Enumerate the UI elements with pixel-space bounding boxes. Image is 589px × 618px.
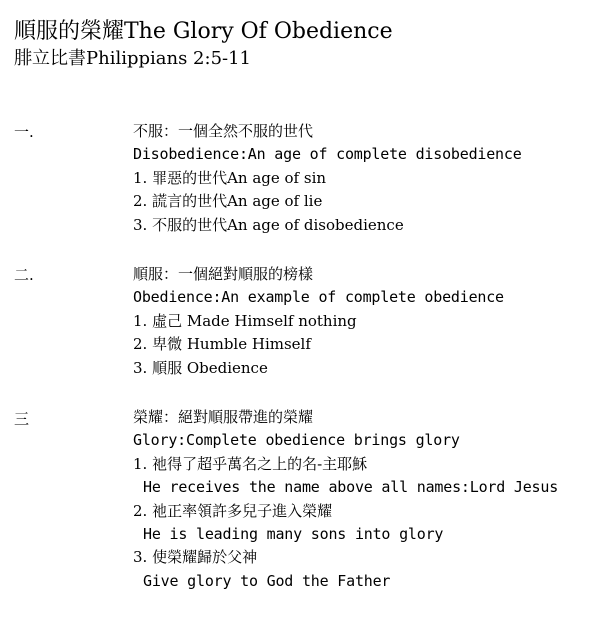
list-item: 3. 順服 Obedience bbox=[133, 358, 268, 377]
section-number: 二. bbox=[14, 266, 34, 284]
list-item: 1. 虛己 Made Himself nothing bbox=[133, 311, 357, 330]
document-title: 順服的榮耀The Glory Of Obedience bbox=[14, 19, 393, 44]
list-item: 2. 謊言的世代An age of lie bbox=[133, 192, 323, 211]
list-item-translation: Give glory to God the Father bbox=[143, 571, 391, 590]
section-heading-cn: 不服：一個全然不服的世代 bbox=[133, 122, 314, 140]
section-heading-cn: 順服：一個絕對順服的榜樣 bbox=[133, 265, 314, 283]
list-item: 2. 卑微 Humble Himself bbox=[133, 335, 311, 354]
section-glory bbox=[133, 406, 589, 593]
list-item: 1. 罪惡的世代An age of sin bbox=[133, 168, 327, 187]
list-item-translation: He is leading many sons into glory bbox=[143, 525, 444, 544]
section-heading-cn: 榮耀：絕對順服帶進的榮耀 bbox=[133, 408, 314, 426]
section-heading-en: Glory:Complete obedience brings glory bbox=[133, 431, 460, 450]
list-item: 3. 使榮耀歸於父神 bbox=[133, 548, 258, 567]
list-item: 3. 不服的世代An age of disobedience bbox=[133, 215, 404, 234]
section-number: 一. bbox=[14, 123, 34, 141]
section-heading-en: Disobedience:An age of complete disobedience bbox=[133, 145, 522, 164]
section-disobedience bbox=[133, 120, 589, 237]
list-item-translation: He receives the name above all names:Lord Jesus bbox=[143, 478, 559, 497]
section-obedience bbox=[133, 263, 589, 380]
list-item: 1. 祂得了超乎萬名之上的名-主耶穌 bbox=[133, 454, 368, 473]
scripture-reference: 腓立比書Philippians 2:5-11 bbox=[14, 48, 252, 69]
section-number: 三 bbox=[14, 410, 30, 428]
section-heading-en: Obedience:An example of complete obedience bbox=[133, 288, 504, 307]
list-item: 2. 祂正率領許多兒子進入榮耀 bbox=[133, 501, 333, 520]
